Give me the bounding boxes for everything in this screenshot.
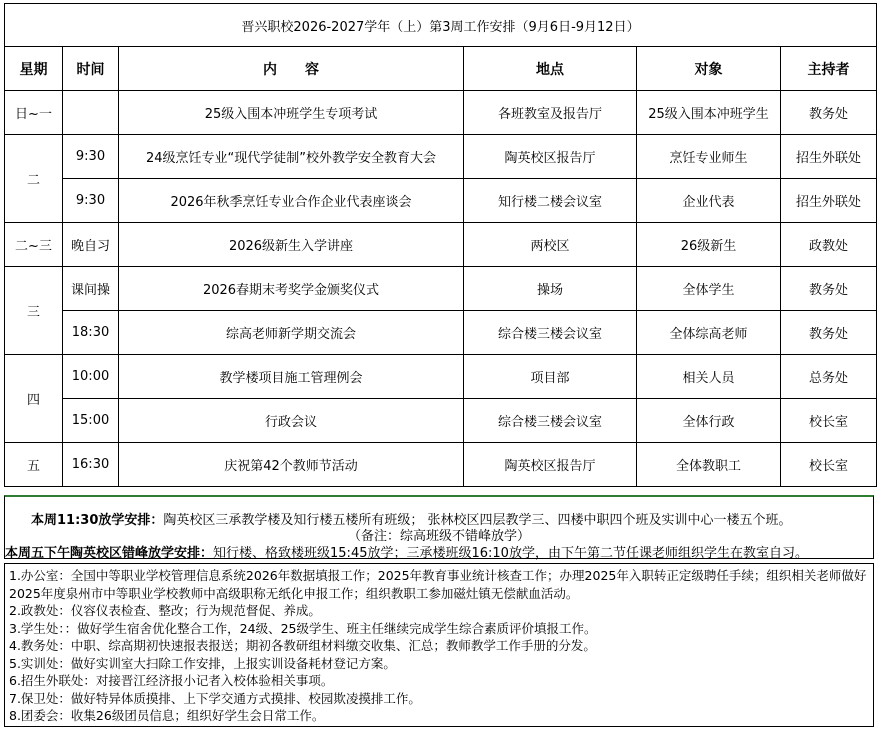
time-cell: 9:30 [63,179,119,223]
list-item: 7.保卫处：做好特异体质摸排、上下学交通方式摸排、校园欺凌摸排工作。 [9,690,421,706]
place-cell: 操场 [464,267,637,311]
table-row [5,267,877,311]
content-cell: 25级入围本冲班学生专项考试 [119,91,464,135]
note-label: 本周11:30放学安排： [31,513,164,528]
target-cell: 全体学生 [637,267,781,311]
time-cell: 18:30 [63,311,119,355]
host-cell: 校长室 [781,399,877,443]
content-cell: 庆祝第42个教师节活动 [119,443,464,487]
time-cell: 9:30 [63,135,119,179]
table-row [5,355,877,399]
header-content: 内 容 [119,47,464,91]
target-cell: 26级新生 [637,223,781,267]
target-cell: 企业代表 [637,179,781,223]
header-target: 对象 [637,47,781,91]
day-cell: 二~三 [5,223,63,267]
place-cell: 各班教室及报告厅 [464,91,637,135]
list-item: 5.实训处：做好实训室大扫除工作安排，上报实训设备耗材登记方案。 [9,655,396,671]
dismissal-note-friday [5,542,808,561]
target-cell: 全体综高老师 [637,311,781,355]
place-cell: 项目部 [464,355,637,399]
host-cell: 教务处 [781,311,877,355]
time-cell: 15:00 [63,399,119,443]
content-cell: 2026级新生入学讲座 [119,223,464,267]
time-cell: 课间操 [63,267,119,311]
table-row [5,91,877,135]
day-cell: 五 [5,443,63,487]
header-day: 星期 [5,47,63,91]
content-cell: 24级烹饪专业“现代学徒制”校外教学安全教育大会 [119,135,464,179]
host-cell: 教务处 [781,91,877,135]
target-cell: 烹饪专业师生 [637,135,781,179]
table-row [5,223,877,267]
list-item: 8.团委会：收集26级团员信息；组织好学生会日常工作。 [9,708,325,723]
note-text: 陶英校区三承教学楼及知行楼五楼所有班级； 张林校区四层教学三、四楼中职四个班及实训中心一楼五个班。 [163,513,792,528]
day-cell: 二 [5,135,63,223]
place-cell: 两校区 [464,223,637,267]
host-cell: 招生外联处 [781,135,877,179]
content-cell: 行政会议 [119,399,464,443]
host-cell: 校长室 [781,443,877,487]
page-title: 晋兴职校2026-2027学年（上）第3周工作安排（9月6日-9月12日） [5,4,877,47]
content-cell: 综高老师新学期交流会 [119,311,464,355]
target-cell: 全体教职工 [637,443,781,487]
dismissal-notes [4,495,874,559]
host-cell: 招生外联处 [781,179,877,223]
department-tasks [4,563,874,727]
table-row [5,443,877,487]
place-cell: 知行楼二楼会议室 [464,179,637,223]
host-cell: 教务处 [781,267,877,311]
schedule-table [4,3,877,487]
note-label: 本周五下午陶英校区错峰放学安排： [5,546,214,561]
list-item: 4.教务处：中职、综高期初快速报表报送；期初各教研组材料缴交收集、汇总；教师教学工作手册的分发。 [9,638,596,653]
time-cell: 晚自习 [63,223,119,267]
place-cell: 综合楼三楼会议室 [464,399,637,443]
header-time: 时间 [63,47,119,91]
table-row [5,311,877,355]
content-cell: 2026春期末考奖学金颁奖仪式 [119,267,464,311]
target-cell: 全体行政 [637,399,781,443]
day-cell: 日~一 [5,91,63,135]
day-cell: 三 [5,267,63,355]
list-item: 3.学生处：：做好学生宿舍优化整合工作，24级、25级学生、班主任继续完成学生综合素质评价填报工作。 [9,620,597,636]
place-cell: 综合楼三楼会议室 [464,311,637,355]
time-cell: 16:30 [63,443,119,487]
table-row [5,399,877,443]
time-cell [63,91,119,135]
place-cell: 陶英校区报告厅 [464,443,637,487]
day-cell: 四 [5,355,63,443]
target-cell: 相关人员 [637,355,781,399]
list-item: 2.政教处：仪容仪表检查、整改；行为规范督促、养成。 [9,603,321,618]
header-place: 地点 [464,47,637,91]
host-cell: 总务处 [781,355,877,399]
table-row [5,179,877,223]
content-cell: 教学楼项目施工管理例会 [119,355,464,399]
list-item: 6.招生外联处：对接晋江经济报小记者入校体验相关事项。 [9,673,334,688]
place-cell: 陶英校区报告厅 [464,135,637,179]
content-cell: 2026年秋季烹饪专业合作企业代表座谈会 [119,179,464,223]
header-host: 主持者 [781,47,877,91]
note-text: 知行楼、格致楼班级15:45放学；三承楼班级16:10放学，由下午第二节任课老师组织学生在教室自习。 [213,546,808,561]
list-item: 1.办公室：全国中等职业学校管理信息系统2026年数据填报工作；2025年教育事业统计核查工作；办理2025年入职转正定级聘任手续；组织相关老师做好2025年度泉州市中等职业学校教师中高级职称无纸化申报工作；组织教职工参加磁灶镇无偿献血活动。 [9,568,867,601]
host-cell: 政教处 [781,223,877,267]
table-row [5,135,877,179]
dismissal-remark: （备注：综高班级不错峰放学） [347,529,530,544]
time-cell: 10:00 [63,355,119,399]
target-cell: 25级入围本冲班学生 [637,91,781,135]
